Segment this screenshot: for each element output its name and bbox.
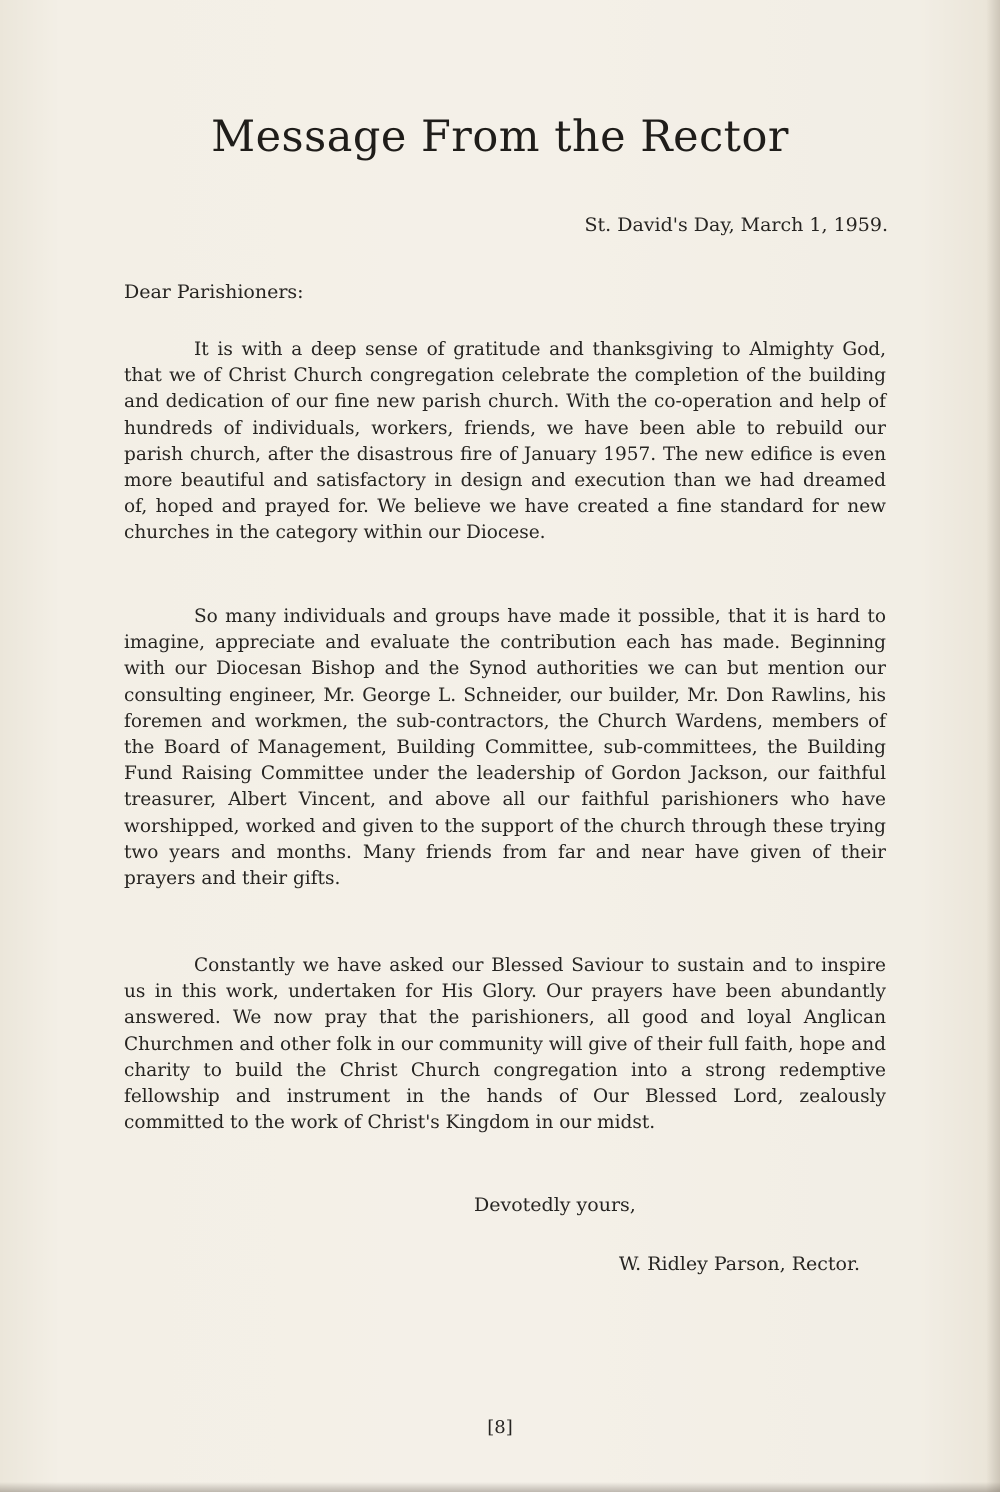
page-number: [8]	[487, 1417, 513, 1438]
page-title: Message From the Rector	[211, 112, 789, 162]
letter-paragraph-3: Constantly we have asked our Blessed Saviour to sustain and to inspire us in this work, undertaken for His Glory. Our prayers have been abundantly answered. We now pray that the parishioners, all good and loyal Anglican Churchmen and other folk in our community will give of their full faith, hope and charity to build the Christ Church congregation into a strong redemptive fellowship and instrument in the hands of Our Blessed Lord, zealously committed to the work of Christ's Kingdom in our midst.	[124, 955, 886, 1134]
page-edge-shadow-bottom	[0, 1482, 1000, 1492]
letter-closing: Devotedly yours,	[474, 1194, 636, 1216]
letter-dateline: St. David's Day, March 1, 1959.	[584, 214, 888, 236]
letter-paragraph-1: It is with a deep sense of gratitude and thanksgiving to Almighty God, that we of Christ Church congregation celebrate the completion of the building and dedication of our fine new parish church. With the co-operation and help of hundreds of individuals, workers, friends, we have been able to rebuild our parish church, after the disastrous fire of January 1957. The new edifice is even more beautiful and satisfactory in design and execution than we had dreamed of, hoped and prayed for. We believe we have created a fine standard for new churches in the category within our Diocese.	[124, 339, 886, 544]
letter-signature: W. Ridley Parson, Rector.	[618, 1253, 860, 1275]
letter-salutation: Dear Parishioners:	[124, 281, 304, 303]
page-edge-shadow-right	[986, 0, 1000, 1492]
letter-paragraph-2: So many individuals and groups have made it possible, that it is hard to imagine, appreciate and evaluate the contribution each has made. Beginning with our Diocesan Bishop and the Synod authorities we can but mention our consulting engineer, Mr. George L. Schneider, our builder, Mr. Don Rawlins, his foremen and workmen, the sub-contractors, the Church Wardens, members of the Board of Management, Building Committee, sub-committees, the Building Fund Raising Committee under the leadership of Gordon Jackson, our faithful treasurer, Albert Vincent, and above all our faithful parishioners who have worshipped, worked and given to the support of the church through these trying two years and months. Many friends from far and near have given of their prayers and their gifts.	[124, 606, 886, 890]
